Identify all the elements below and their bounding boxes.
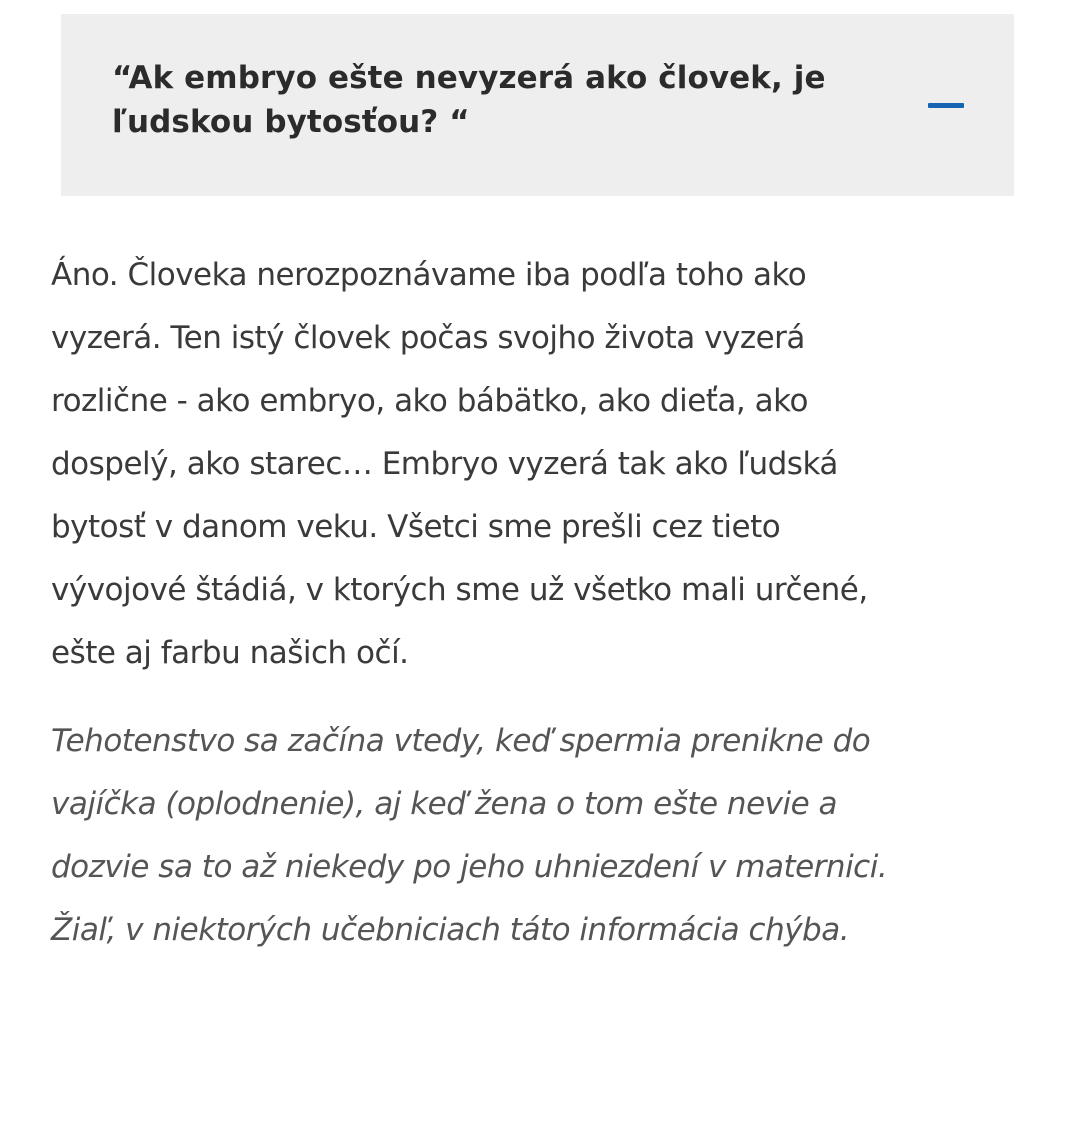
minus-icon-bar xyxy=(928,103,964,108)
faq-question[interactable]: “Ak embryo ešte nevyzerá ako človek, je ľudskou bytosťou? “ xyxy=(112,60,826,140)
minus-icon[interactable] xyxy=(928,103,964,109)
faq-accordion-header[interactable] xyxy=(61,14,1014,196)
faq-note: Tehotenstvo sa začína vtedy, keď spermia prenikne do vajíčka (oplodnenie), aj keď žena o tom ešte nevie a dozvie sa to až niekedy po jeho uhniezdení v maternici. Žiaľ, v niektorých učebniciach táto informácia chýba. xyxy=(51,723,888,948)
faq-answer: Áno. Človeka nerozpoznávame iba podľa toho ako vyzerá. Ten istý človek počas svojho života vyzerá rozlične - ako embryo, ako bábätko, ako dieťa, ako dospelý, ako starec… Embryo vyzerá tak ako ľudská bytosť v danom veku. Všetci sme prešli cez tieto vývojové štádiá, v ktorých sme už všetko mali určené, ešte aj farbu našich očí. xyxy=(51,257,868,671)
faq-accordion xyxy=(61,14,1014,196)
faq-answer-panel xyxy=(51,244,911,962)
